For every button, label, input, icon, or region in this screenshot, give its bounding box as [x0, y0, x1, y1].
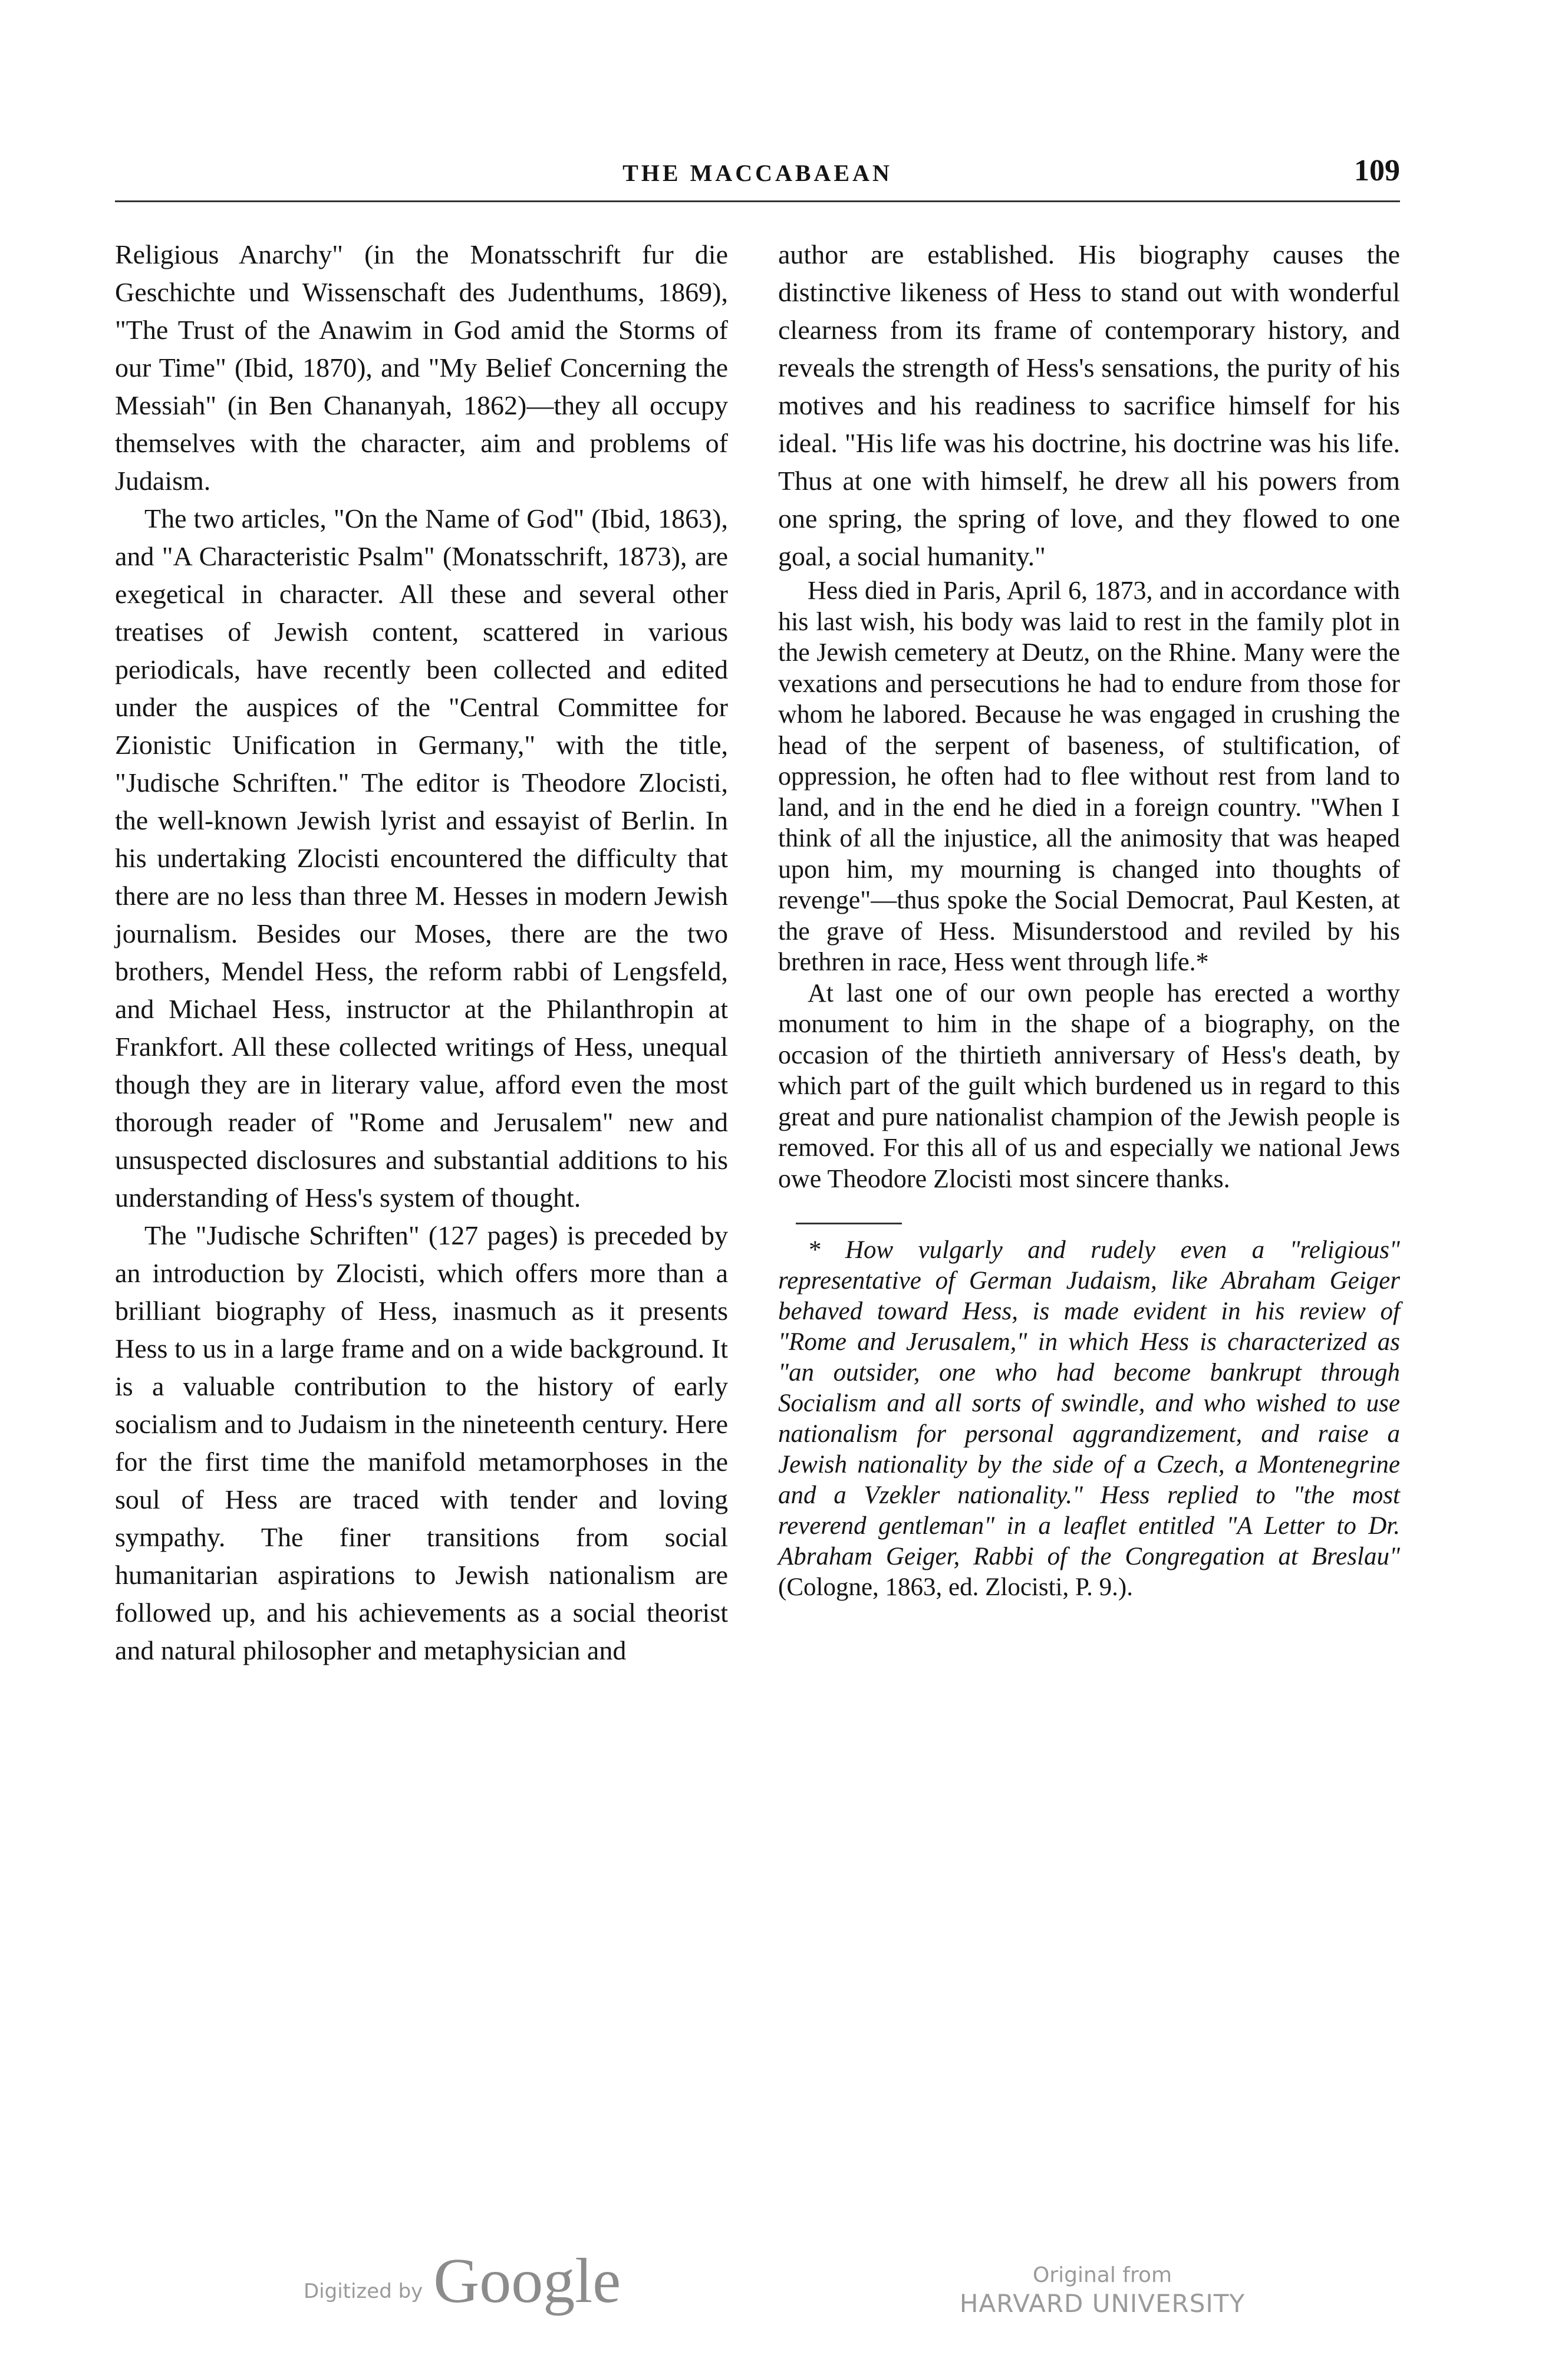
header-rule [115, 200, 1400, 202]
page-header [115, 154, 1400, 200]
footnote-text: * How vulgarly and rudely even a "religious" representative of German Judaism, like Abraham Geiger behaved toward Hess, is made evident in his review of "Rome and Jerusalem," in which Hess is characterized as "an outsider, one who had become bankrupt through Socialism and all sorts of swindle, and who wished to use nationalism for personal aggrandizement, and raise a Jewish nationality by the side of a Czech, a Montenegrine and a Vzekler nationality." Hess replied to "the most reverend gentleman" in a leaflet entitled "A Letter to Dr. Abraham Geiger, Rabbi of the Congregation at Breslau" [778, 1236, 1400, 1570]
right-paragraph-2: Hess died in Paris, April 6, 1873, and in accordance with his last wish, his body was laid to rest in the family plot in the Jewish cemetery at Deutz, on the Rhine. Many were the vexations and persecutions he had to endure from those for whom he labored. Because he was engaged in crushing the head of the serpent of baseness, of stultification, of oppression, he often had to flee without rest from land to land, and in the end he died in a foreign country. "When I think of all the injustice, all the animosity that was heaped upon him, my mourning is changed into thoughts of revenge"—thus spoke the Social Democrat, Paul Kesten, at the grave of Hess. Misunderstood and reviled by his brethren in race, Hess went through life.* [778, 576, 1400, 976]
footnote [778, 1235, 1400, 1603]
footnote-rule [796, 1223, 902, 1224]
right-paragraph-1: author are established. His biography causes the distinctive likeness of Hess to stand out with wonderful clearness from its frame of contemporary history, and reveals the strength of Hess's sensations, the purity of his motives and his readiness to sacrifice himself for his ideal. "His life was his doctrine, his doctrine was his life. Thus at one with himself, he drew all his powers from one spring, the spring of love, and they flowed to one goal, a social humanity." [778, 239, 1400, 571]
right-column [778, 236, 1400, 1603]
left-paragraph-2: The two articles, "On the Name of God" (Ibid, 1863), and "A Characteristic Psalm" (Monatsschrift, 1873), are exegetical in character. All these and several other treatises of Jewish content, scattered in various periodicals, have recently been collected and edited under the auspices of the "Central Committee for Zionistic Unification in Germany," with the title, "Judische Schriften." The editor is Theodore Zlocisti, the well-known Jewish lyrist and essayist of Berlin. In his undertaking Zlocisti encountered the difficulty that there are no less than three M. Hesses in modern Jewish journalism. Besides our Moses, there are the two brothers, Mendel Hess, the reform rabbi of Lengsfeld, and Michael Hess, instructor at the Philanthropin at Frankfort. All these collected writings of Hess, unequal though they are in literary value, afford even the most thorough reader of "Rome and Jerusalem" new and unsuspected disclosures and substantial additions to his understanding of Hess's system of thought. [115, 503, 728, 1213]
harvard-university-label: HARVARD UNIVERSITY [959, 2289, 1246, 2318]
left-column [115, 236, 728, 1669]
left-paragraph-1: Religious Anarchy" (in the Monatsschrift fur die Geschichte und Wissenschaft des Judenthums, 1869), "The Trust of the Anawim in God amid the Storms of our Time" (Ibid, 1870), and "My Belief Concerning the Messiah" (in Ben Chananyah, 1862)—they all occupy themselves with the character, aim and problems of Judaism. [115, 239, 728, 496]
digitized-watermark [304, 2246, 621, 2316]
left-paragraph-3: The "Judische Schriften" (127 pages) is preceded by an introduction by Zlocisti, which offers more than a brilliant biography of Hess, inasmuch as it presents Hess to us in a large frame and on a wide background. It is a valuable contribution to the history of early socialism and to Judaism in the nineteenth century. Here for the first time the manifold metamorphoses in the soul of Hess are traced with tender and loving sympathy. The finer transitions from social humanitarian aspirations to Jewish nationalism are followed up, and his achievements as a social theorist and natural philosopher and metaphysician and [115, 1220, 728, 1665]
footnote-citation: (Cologne, 1863, ed. Zlocisti, P. 9.). [778, 1573, 1133, 1601]
page-number: 109 [1354, 154, 1400, 187]
running-title: THE MACCABAEAN [622, 160, 892, 186]
original-source-watermark [955, 2263, 1250, 2319]
google-logo: Google [433, 2246, 621, 2316]
digitized-by-label: Digitized by [304, 2280, 423, 2303]
original-from-label: Original from [1032, 2263, 1172, 2287]
right-paragraph-3: At last one of our own people has erected a worthy monument to him in the shape of a biography, on the occasion of the thirtieth anniversary of Hess's death, by which part of the guilt which burdened us in regard to this great and pure nationalist champion of the Jewish people is removed. For this all of us and especially we national Jews owe Theodore Zlocisti most sincere thanks. [778, 978, 1400, 1193]
